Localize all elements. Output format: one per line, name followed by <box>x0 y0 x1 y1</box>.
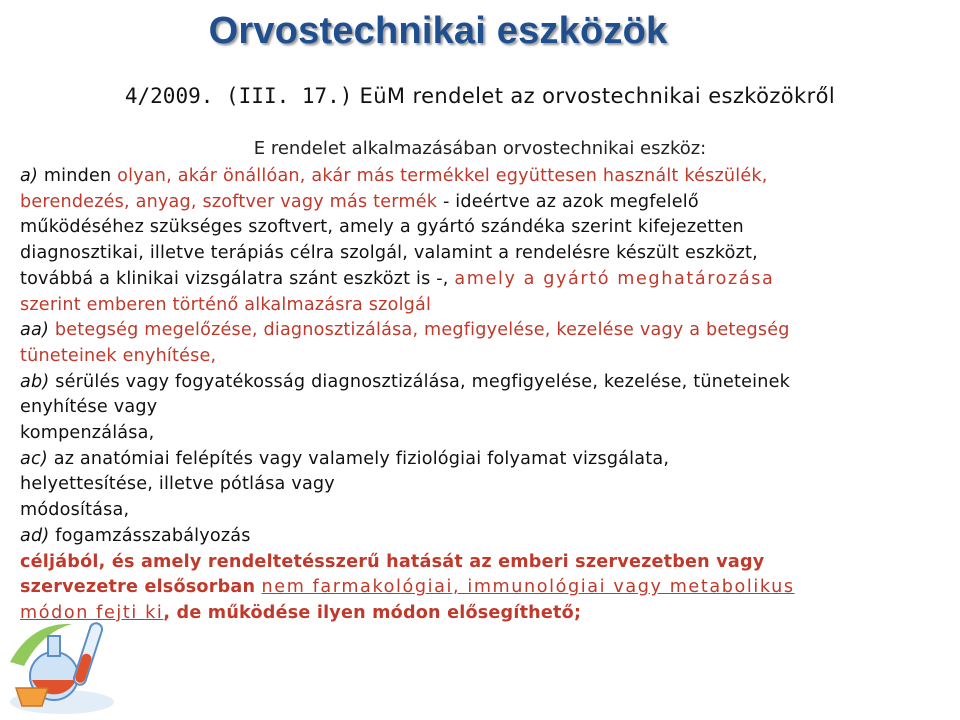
text-line <box>20 190 940 216</box>
text-line: szerint emberen történő alkalmazásra szolgál <box>20 294 432 315</box>
highlight-span: berendezés, anyag, szoftver vagy más termék <box>20 191 438 212</box>
underlined-span: nem farmakológiai, immunológiai vagy metabolikus <box>261 577 795 598</box>
text-line: céljából, és amely rendeltetésszerű hatását az emberi szervezetben vagy <box>20 551 765 572</box>
text-line: enyhítése vagy <box>20 397 158 418</box>
text-line <box>20 447 940 473</box>
text-line <box>20 524 940 550</box>
regulation-subtitle <box>0 84 960 108</box>
laboratory-flask-icon <box>2 602 122 718</box>
item-label: aa) <box>20 320 50 341</box>
page-title: Orvostechnikai eszközök <box>208 10 668 52</box>
text-line: diagnosztikai, illetve terápiás célra szolgál, valamint a rendelésre készült eszközt, <box>20 243 758 264</box>
text-line <box>20 575 940 601</box>
item-label: ad) <box>20 525 50 546</box>
text-span: sérülés vagy fogyatékosság diagnosztizálása, megfigyelése, kezelése, tüneteinek <box>49 371 791 392</box>
item-label: ab) <box>20 371 50 392</box>
text-line: tüneteinek enyhítése, <box>20 345 217 366</box>
definition-intro: E rendelet alkalmazásában orvostechnikai eszköz: <box>253 138 707 159</box>
text-span: az anatómiai felépítés vagy valamely fiziológiai folyamat vizsgálata, <box>47 448 670 469</box>
text-line: módosítása, <box>20 500 130 521</box>
text-line: kompenzálása, <box>20 423 155 444</box>
text-span: továbbá a klinikai vizsgálatra szánt eszközt is -, <box>20 268 455 289</box>
item-label: ac) <box>20 448 48 469</box>
text-line <box>20 164 940 190</box>
definition-body <box>20 164 940 627</box>
text-line <box>20 370 940 396</box>
text-span: - ideértve az azok megfelelő <box>437 191 699 212</box>
regulation-name: EüM rendelet az orvostechnikai eszközökről <box>352 84 836 108</box>
highlight-span: olyan, akár önállóan, akár más termékkel együttesen használt készülék, <box>117 166 768 186</box>
underlined-span: módon fejti ki <box>20 602 164 623</box>
highlight-span: betegség megelőzése, diagnosztizálása, megfigyelése, kezelése vagy a betegség <box>49 320 790 341</box>
text-line <box>20 267 940 293</box>
text-line: működéséhez szükséges szoftvert, amely a gyártó szándéka szerint kifejezetten <box>20 217 744 238</box>
text-span: minden <box>38 166 118 186</box>
item-label: a) <box>20 166 39 186</box>
bold-span: szervezetre elsősorban <box>20 577 262 598</box>
text-line <box>20 318 940 344</box>
regulation-reference: 4/2009. (III. 17.) <box>124 84 353 108</box>
highlight-span: amely a gyártó meghatározása <box>454 268 775 289</box>
bold-span: , de működése ilyen módon elősegíthető; <box>163 602 582 623</box>
text-line <box>20 601 940 627</box>
text-span: fogamzásszabályozás <box>49 525 251 546</box>
text-line: helyettesítése, illetve pótlása vagy <box>20 474 335 495</box>
